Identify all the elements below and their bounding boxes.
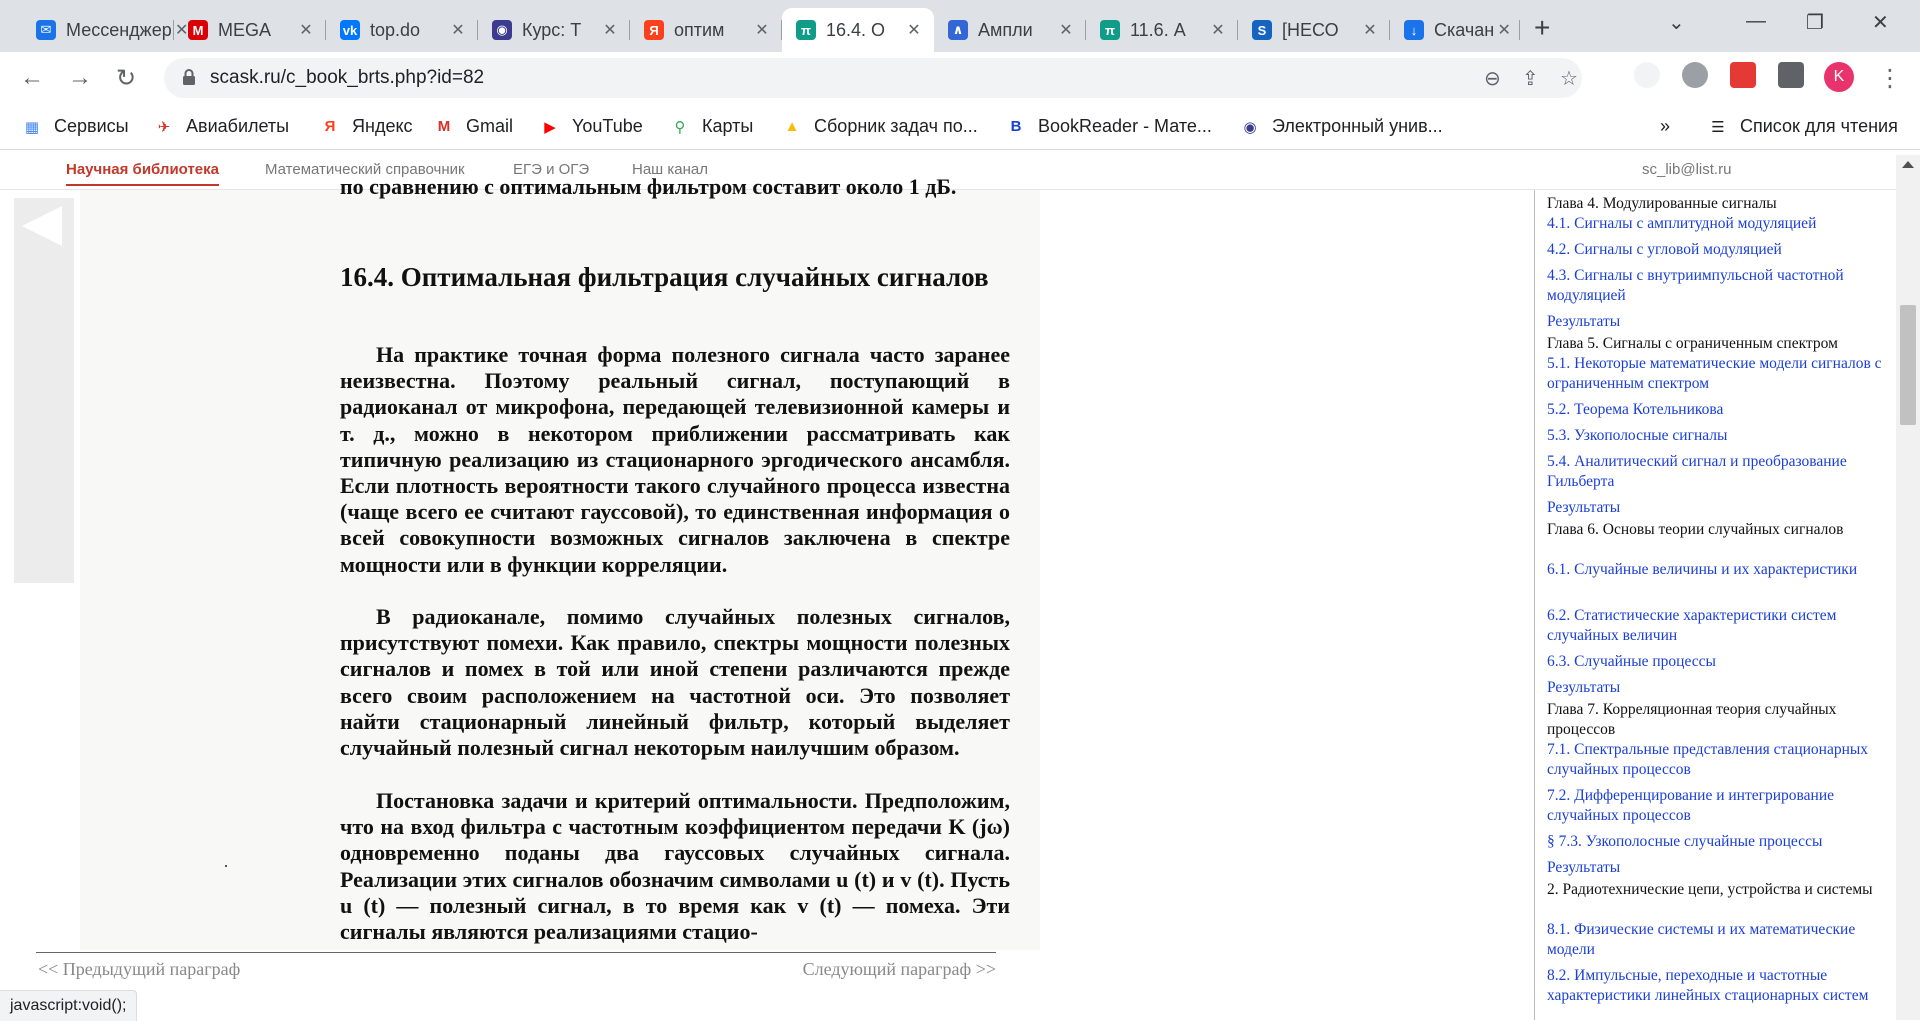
page-scrollbar[interactable] [1896, 155, 1920, 1020]
cut-off-text: по сравнению с оптимальным фильтром составит около 1 дБ. [340, 174, 957, 199]
new-tab-button[interactable]: + [1534, 12, 1551, 43]
bookmarks-more-icon[interactable]: » [1660, 116, 1671, 136]
browser-toolbar [0, 52, 1920, 104]
bookmark-item[interactable] [22, 116, 129, 137]
bookreader-icon: B [1010, 118, 1022, 135]
bookmark-label: BookReader - Мате... [1038, 116, 1212, 136]
toc-link[interactable]: 5.2. Теорема Котельникова [1547, 401, 1724, 418]
tab-close-icon[interactable]: ✕ [1363, 22, 1377, 39]
bookmark-label: Gmail [466, 116, 514, 136]
extension-colorful-icon[interactable] [1730, 62, 1756, 88]
left-triangle-icon [22, 206, 62, 246]
tab-strip [0, 0, 1920, 52]
tab-close-icon[interactable]: ✕ [755, 22, 769, 39]
zoom-out-icon[interactable]: ⊖ [1484, 68, 1501, 90]
paragraph-1: На практике точная форма полезного сигнала часто заранее неизвестна. Поэтому реальный сигнал, поступающий в радиоканал от микрофона, передающей телевизионной камеры и т. д., можно в некотором приближении рассматривать как типичную реализацию из стационарного эргодического ансамбля. Если плотность вероятности такого случайного процесса известна (чаще всего ее считают гауссовой), то единственная информация о всей совокупности возможных сигналов заключена в спектре мощности или в функции корреляции. [340, 342, 1010, 577]
tab-6[interactable] [934, 8, 1086, 52]
minimize-icon[interactable]: — [1746, 10, 1766, 32]
apps-grid-icon: ▦ [24, 118, 40, 136]
section-number: 16.4. [340, 262, 394, 292]
toc-link[interactable]: 8.1. Физические системы и их математические модели [1547, 921, 1856, 958]
tab-3[interactable] [478, 8, 630, 52]
nav-scientific-library[interactable]: Научная библиотека [66, 161, 219, 186]
toc-chapter-heading: 2. Радиотехнические цепи, устройства и системы [1547, 881, 1873, 898]
bookmark-item[interactable] [320, 116, 413, 137]
table-of-contents [1534, 190, 1894, 1020]
bookmark-label: Яндекс [352, 116, 413, 136]
bookmark-label: Карты [702, 116, 754, 136]
nav-ege-oge[interactable]: ЕГЭ и ОГЭ [513, 161, 590, 178]
bookmark-item[interactable] [782, 116, 978, 137]
toc-link[interactable]: 4.1. Сигналы с амплитудной модуляцией [1547, 215, 1817, 232]
url-text[interactable]: scask.ru/c_book_brts.php?id=82 [210, 67, 485, 88]
tab-search-chevron-icon[interactable]: ⌄ [1668, 12, 1685, 34]
profile-avatar[interactable]: K [1824, 62, 1854, 92]
scroll-up-arrow-icon[interactable] [1902, 161, 1914, 168]
paragraph-2: В радиоканале, помимо случайных полезных сигналов, присутствуют помехи. Как правило, спектры мощности полезных сигналов и помех в той или иной степени различаются прежде всего своим расположением на частотной оси. Это позволяет найти стационарный линейный фильтр, который выделяет случайный полезный сигнал некоторым наилучшим образом. [340, 604, 1010, 761]
yandex-icon: Я [644, 20, 664, 40]
prev-page-panel[interactable] [14, 198, 74, 583]
youtube-icon: ▶ [544, 118, 556, 136]
bookmarks-bar [0, 104, 1920, 150]
tab-close-icon[interactable]: ✕ [1497, 22, 1511, 39]
tab-title: 16.4. О [826, 19, 886, 40]
close-window-icon[interactable]: ✕ [1872, 12, 1889, 34]
bookmark-item[interactable] [540, 116, 643, 137]
tab-close-icon[interactable]: ✕ [1059, 22, 1073, 39]
tab-title: 11.6. А [1130, 19, 1186, 40]
wave-icon: ∧ [948, 20, 968, 40]
section-heading [340, 262, 989, 292]
tab-title: Мессенджер [66, 19, 172, 40]
tab-0[interactable] [22, 8, 189, 52]
scrollbar-thumb[interactable] [1900, 305, 1916, 425]
tab-close-icon[interactable]: ✕ [451, 22, 465, 39]
maps-icon: ⚲ [674, 118, 686, 136]
toc-link[interactable]: Результаты [1547, 679, 1621, 696]
tab-close-icon[interactable]: ✕ [603, 22, 617, 39]
restore-icon[interactable]: ❐ [1806, 12, 1824, 34]
tab-2[interactable] [326, 8, 478, 52]
bookmark-label: Сервисы [54, 116, 129, 136]
forward-arrow-icon[interactable]: → [68, 64, 92, 91]
tab-5[interactable] [782, 8, 934, 52]
reading-list-button[interactable] [1708, 116, 1898, 137]
tab-close-icon[interactable]: ✕ [1211, 22, 1225, 39]
pi-icon: π [1100, 20, 1120, 40]
bookmark-item[interactable] [434, 116, 513, 137]
toc-chapter-heading: Глава 4. Модулированные сигналы [1547, 195, 1777, 212]
nav-math-handbook[interactable]: Математический справочник [265, 161, 465, 178]
bookmark-item[interactable] [1240, 116, 1443, 137]
gmail-icon: M [437, 118, 451, 135]
toc-link[interactable]: Результаты [1547, 499, 1621, 516]
lock-icon [182, 68, 196, 86]
tab-close-icon[interactable]: ✕ [175, 22, 189, 39]
tab-8[interactable] [1238, 8, 1390, 52]
toc-link[interactable]: 5.4. Аналитический сигнал и преобразование Гильберта [1547, 453, 1847, 490]
drive-icon: ▲ [784, 118, 800, 135]
extension-globe-icon[interactable] [1682, 62, 1708, 88]
bookmark-item[interactable] [670, 116, 753, 137]
reload-icon[interactable]: ↻ [116, 65, 137, 92]
yandex-icon: Я [324, 118, 336, 135]
book-page-scan [80, 174, 1040, 950]
toc-link[interactable]: 6.1. Случайные величины и их характеристики [1547, 561, 1858, 578]
tab-title: оптим [674, 19, 725, 40]
tickets-icon: ✈ [157, 118, 171, 136]
share-icon[interactable]: ⇪ [1522, 68, 1539, 90]
toc-link[interactable]: 7.2. Дифференцирование и интегрирование случайных процессов [1547, 787, 1834, 824]
toc-link[interactable]: 7.1. Спектральные представления стационарных случайных процессов [1547, 741, 1869, 778]
tab-title: top.do [370, 19, 421, 40]
extension-search-icon[interactable] [1634, 62, 1660, 88]
address-bar[interactable] [164, 58, 1582, 98]
tab-4[interactable] [630, 8, 782, 52]
paragraph-3-lead: Постановка задачи и критерий оптимальности. [376, 788, 858, 813]
back-arrow-icon[interactable]: ← [20, 64, 44, 91]
bookmark-item[interactable] [1006, 116, 1212, 137]
bookmark-item[interactable] [154, 116, 289, 137]
toc-link[interactable]: § 7.3. Узкополосные случайные процессы [1547, 833, 1823, 850]
pi-icon: π [796, 20, 816, 40]
vk-icon: vk [340, 20, 360, 40]
section-title: Оптимальная фильтрация случайных сигналов [400, 262, 989, 292]
toc-link[interactable]: 6.2. Статистические характеристики систем случайных величин [1547, 607, 1837, 644]
toc-link[interactable]: 4.2. Сигналы с угловой модуляцией [1547, 241, 1782, 258]
paragraph-3-body: Предположим, что на вход фильтра с частотным коэффициентом передачи K (jω) одновременно поданы два гауссовых случайных сигнала. Реализации этих сигналов обозначим символами u (t) и v (t). Пусть u (t) — полезный сигнал, в то время как v (t) — помеха. Эти сигналы являются реализациями стацио- [340, 788, 1010, 945]
toc-link[interactable]: 8.2. Импульсные, переходные и частотные характеристики линейных стационарных систем [1547, 967, 1869, 1004]
tab-title: MEGA [218, 19, 272, 40]
tab-close-icon[interactable]: ✕ [299, 22, 313, 39]
bookmark-label: YouTube [572, 116, 643, 136]
bookmark-label: Авиабилеты [186, 116, 290, 136]
tab-title: Ампли [978, 19, 1033, 40]
tab-separator [1519, 20, 1520, 40]
reading-list-icon: ☰ [1711, 118, 1725, 136]
tab-1[interactable] [174, 8, 326, 52]
tab-7[interactable] [1086, 8, 1238, 52]
bookmark-label: Электронный унив... [1272, 116, 1443, 136]
toc-link[interactable]: Результаты [1547, 859, 1621, 876]
tab-title: Курс: Т [522, 19, 582, 40]
toc-link[interactable]: 6.3. Случайные процессы [1547, 653, 1716, 670]
toc-link[interactable]: 5.1. Некоторые математические модели сигналов с ограниченным спектром [1547, 355, 1882, 392]
tab-title: Скачан [1434, 19, 1495, 40]
bookmark-label: Сборник задач по... [814, 116, 978, 136]
reading-list-label: Список для чтения [1740, 116, 1898, 136]
toc-chapter-heading: Глава 5. Сигналы с ограниченным спектром [1547, 335, 1838, 352]
messenger-icon: ✉ [36, 20, 56, 40]
toc-link[interactable]: 4.3. Сигналы с внутриимпульсной частотной модуляцией [1547, 267, 1844, 304]
menu-dots-icon[interactable]: ⋮ [1878, 65, 1902, 92]
paragraph-3 [340, 788, 1010, 945]
mega-icon: M [188, 20, 208, 40]
university-icon: ◉ [492, 20, 512, 40]
toc-chapter-heading: Глава 7. Корреляционная теория случайных процессов [1547, 701, 1837, 738]
nav-our-channel[interactable]: Наш канал [632, 161, 708, 178]
next-paragraph-link[interactable]: Следующий параграф >> [802, 959, 996, 979]
pager [36, 952, 996, 978]
toc-link[interactable]: 5.3. Узкополосные сигналы [1547, 427, 1728, 444]
tab-title: [НЕСО [1282, 19, 1339, 40]
contact-email[interactable]: sc_lib@list.ru [1642, 161, 1732, 178]
university-icon: ◉ [1243, 118, 1257, 136]
scan-speck [225, 865, 227, 867]
tab-close-icon[interactable]: ✕ [907, 22, 921, 39]
s-icon: S [1252, 20, 1272, 40]
bookmark-star-icon[interactable]: ☆ [1560, 68, 1578, 90]
prev-paragraph-link[interactable]: << Предыдущий параграф [38, 959, 241, 979]
status-bubble: javascript:void(); [0, 990, 137, 1021]
extensions-puzzle-icon[interactable] [1778, 62, 1804, 88]
toc-link[interactable]: Результаты [1547, 313, 1621, 330]
tab-9[interactable] [1390, 8, 1520, 52]
download-icon: ↓ [1404, 20, 1424, 40]
toc-chapter-heading: Глава 6. Основы теории случайных сигналов [1547, 521, 1844, 538]
